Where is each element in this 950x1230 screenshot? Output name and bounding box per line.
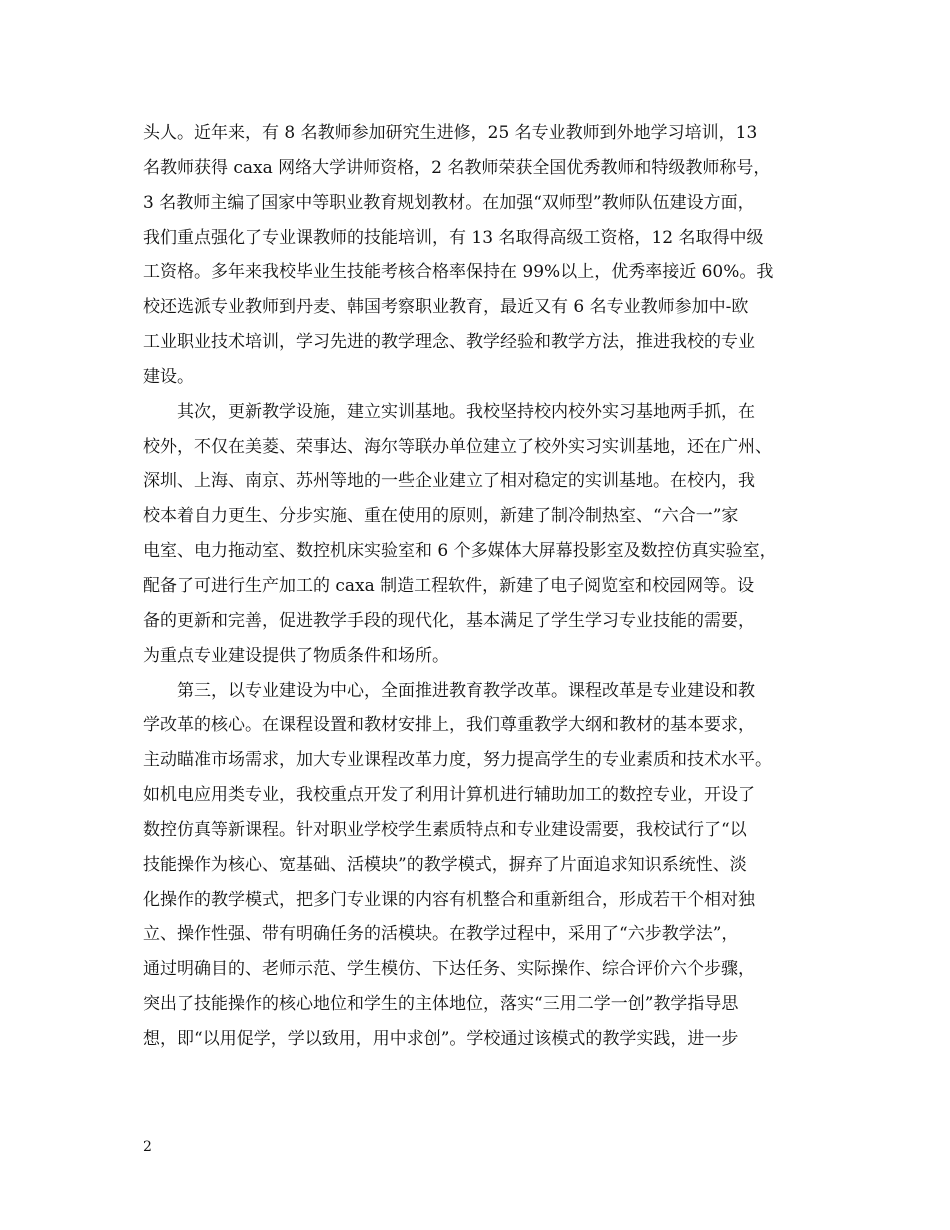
text-line: 校本着自力更生、分步实施、重在使用的原则，新建了制冷制热室、“六合一”家 — [143, 506, 739, 527]
text-line: 主动瞄准市场需求，加大专业课程改革力度，努力提高学生的专业素质和技术水平。 — [143, 750, 772, 771]
text-line: 技能操作为核心、宽基础、活模块”的教学模式，摒弃了片面追求知识系统性、淡 — [143, 854, 747, 875]
text-line: 第三，以专业建设为中心，全面推进教育教学改革。课程改革是专业建设和教 — [143, 680, 755, 701]
text-line: 电室、电力拖动室、数控机床实验室和 6 个多媒体大屏幕投影室及数控仿真实验室， — [143, 541, 777, 562]
body-text — [143, 116, 809, 1057]
text-line: 3 名教师主编了国家中等职业教育规划教材。在加强“双师型”教师队伍建设方面， — [143, 192, 755, 213]
text-line: 深圳、上海、南京、苏州等地的一些企业建立了相对稳定的实训基地。在校内，我 — [143, 471, 755, 492]
text-line: 校外，不仅在美菱、荣事达、海尔等联办单位建立了校外实习实训基地，还在广州、 — [143, 436, 772, 457]
text-line: 如机电应用类专业，我校重点开发了利用计算机进行辅助加工的数控专业，开设了 — [143, 785, 755, 806]
text-line: 为重点专业建设提供了物质条件和场所。 — [143, 645, 449, 666]
text-line: 备的更新和完善，促进教学手段的现代化，基本满足了学生学习专业技能的需要， — [143, 610, 755, 631]
text-line: 头人。近年来，有 8 名教师参加研究生进修，25 名专业教师到外地学习培训，13 — [143, 123, 758, 143]
text-line: 校还选派专业教师到丹麦、韩国考察职业教育，最近又有 6 名专业教师参加中-欧 — [143, 297, 749, 318]
text-line: 工资格。多年来我校毕业生技能考核合格率保持在 99%以上，优秀率接近 60%。我 — [143, 262, 774, 283]
text-line: 配备了可进行生产加工的 caxa 制造工程软件，新建了电子阅览室和校园网等。设 — [143, 575, 755, 596]
text-line: 建设。 — [143, 366, 194, 387]
text-line: 我们重点强化了专业课教师的技能培训，有 13 名取得高级工资格，12 名取得中级 — [143, 227, 764, 248]
text-line: 化操作的教学模式，把多门专业课的内容有机整合和重新组合，形成若干个相对独 — [143, 889, 755, 910]
text-line: 数控仿真等新课程。针对职业学校学生素质特点和专业建设需要，我校试行了“以 — [143, 819, 747, 840]
text-line: 其次，更新教学设施，建立实训基地。我校坚持校内校外实习基地两手抓，在 — [143, 401, 755, 422]
text-line: 突出了技能操作的核心地位和学生的主体地位，落实“三用二学一创”教学指导思 — [143, 994, 739, 1015]
text-line: 学改革的核心。在课程设置和教材安排上，我们尊重教学大纲和教材的基本要求， — [143, 715, 755, 736]
text-line: 想，即“以用促学，学以致用，用中求创”。学校通过该模式的教学实践，进一步 — [143, 1028, 739, 1049]
page-number: 2 — [143, 1139, 152, 1155]
text-line: 通过明确目的、老师示范、学生模仿、下达任务、实际操作、综合评价六个步骤， — [143, 959, 755, 980]
text-line: 立、操作性强、带有明确任务的活模块。在教学过程中，采用了“六步教学法”， — [143, 924, 739, 945]
text-line: 工业职业技术培训，学习先进的教学理念、教学经验和教学方法，推进我校的专业 — [143, 332, 755, 353]
text-line: 名教师获得 caxa 网络大学讲师资格，2 名教师荣获全国优秀教师和特级教师称号， — [143, 157, 771, 178]
